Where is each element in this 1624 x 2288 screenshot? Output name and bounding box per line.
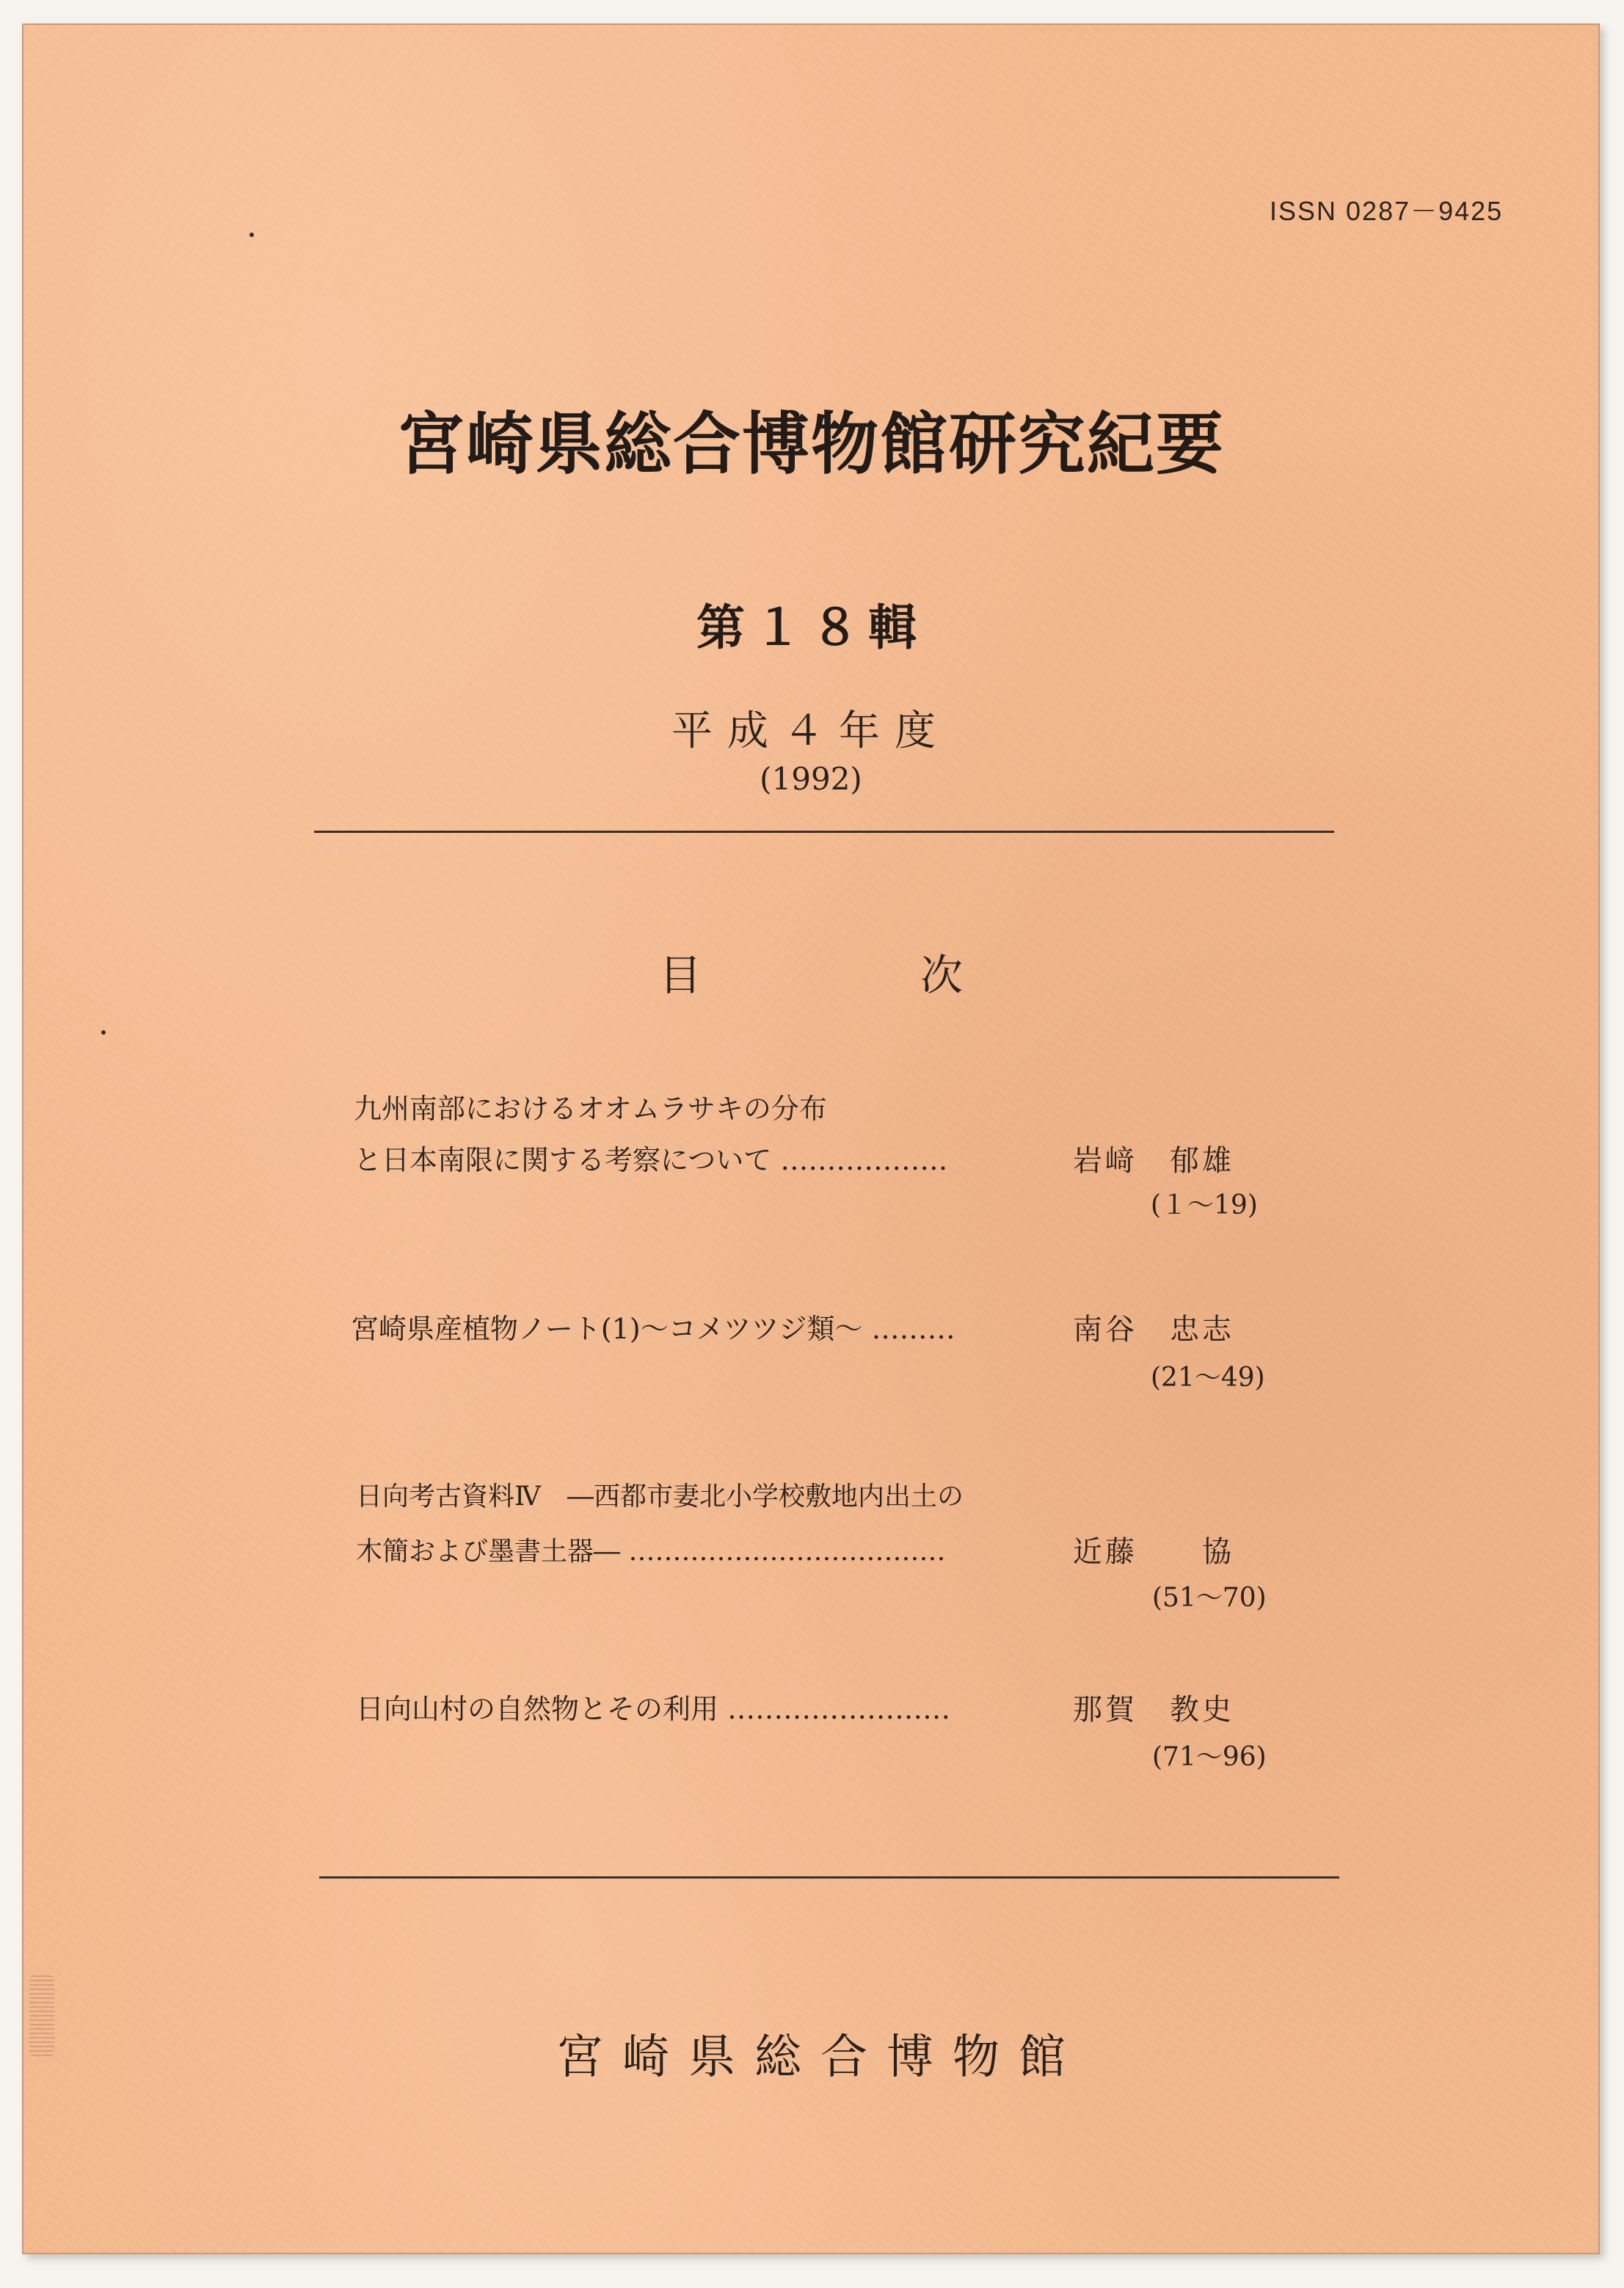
- toc-entry-author: 岩﨑 郁雄: [1073, 1144, 1234, 1178]
- toc-entry-title-line1: 宮崎県産植物ノート(1)～コメツツジ類～ ………: [351, 1313, 955, 1345]
- toc-entry-title-line1: 九州南部におけるオオムラサキの分布: [354, 1093, 827, 1125]
- western-year: (1992): [760, 761, 862, 797]
- toc-entry-pages: (21～49): [1151, 1363, 1265, 1393]
- toc-entry-author: 近藤 協: [1073, 1535, 1234, 1569]
- toc-entry-title-line2: と日本南限に関する考察について ………………: [354, 1144, 948, 1176]
- journal-title: 宮崎県総合博物館研究紀要: [396, 405, 1225, 484]
- bottom-divider: [319, 1876, 1339, 1879]
- publisher-name: 宮崎県総合博物館: [556, 2030, 1085, 2085]
- toc-heading: 目 次: [658, 950, 1051, 1000]
- toc-entry-title-line1: 日向山村の自然物とその利用 ……………………: [356, 1693, 951, 1725]
- toc-entry-pages: (１～19): [1151, 1190, 1258, 1220]
- toc-entry-pages: (71～96): [1152, 1742, 1267, 1772]
- paper-speck: [101, 1030, 106, 1035]
- volume-number: 第１８輯: [696, 600, 925, 656]
- era-year: 平成４年度: [671, 707, 950, 755]
- toc-entry-author: 南谷 忠志: [1073, 1313, 1234, 1347]
- toc-entry-pages: (51～70): [1152, 1583, 1267, 1613]
- toc-entry-title-line1: 日向考古資料Ⅳ ―西都市妻北小学校敷地内出土の: [356, 1482, 964, 1512]
- top-divider: [314, 831, 1334, 833]
- issn-number: ISSN 0287－9425: [1270, 196, 1504, 226]
- spine-wear-mark: [29, 1975, 54, 2056]
- toc-entry-author: 那賀 教史: [1073, 1693, 1234, 1727]
- toc-entry-title-line2: 木簡および墨書土器― ………………………………: [356, 1537, 946, 1567]
- journal-cover: [22, 23, 1600, 2254]
- paper-speck: [250, 233, 254, 237]
